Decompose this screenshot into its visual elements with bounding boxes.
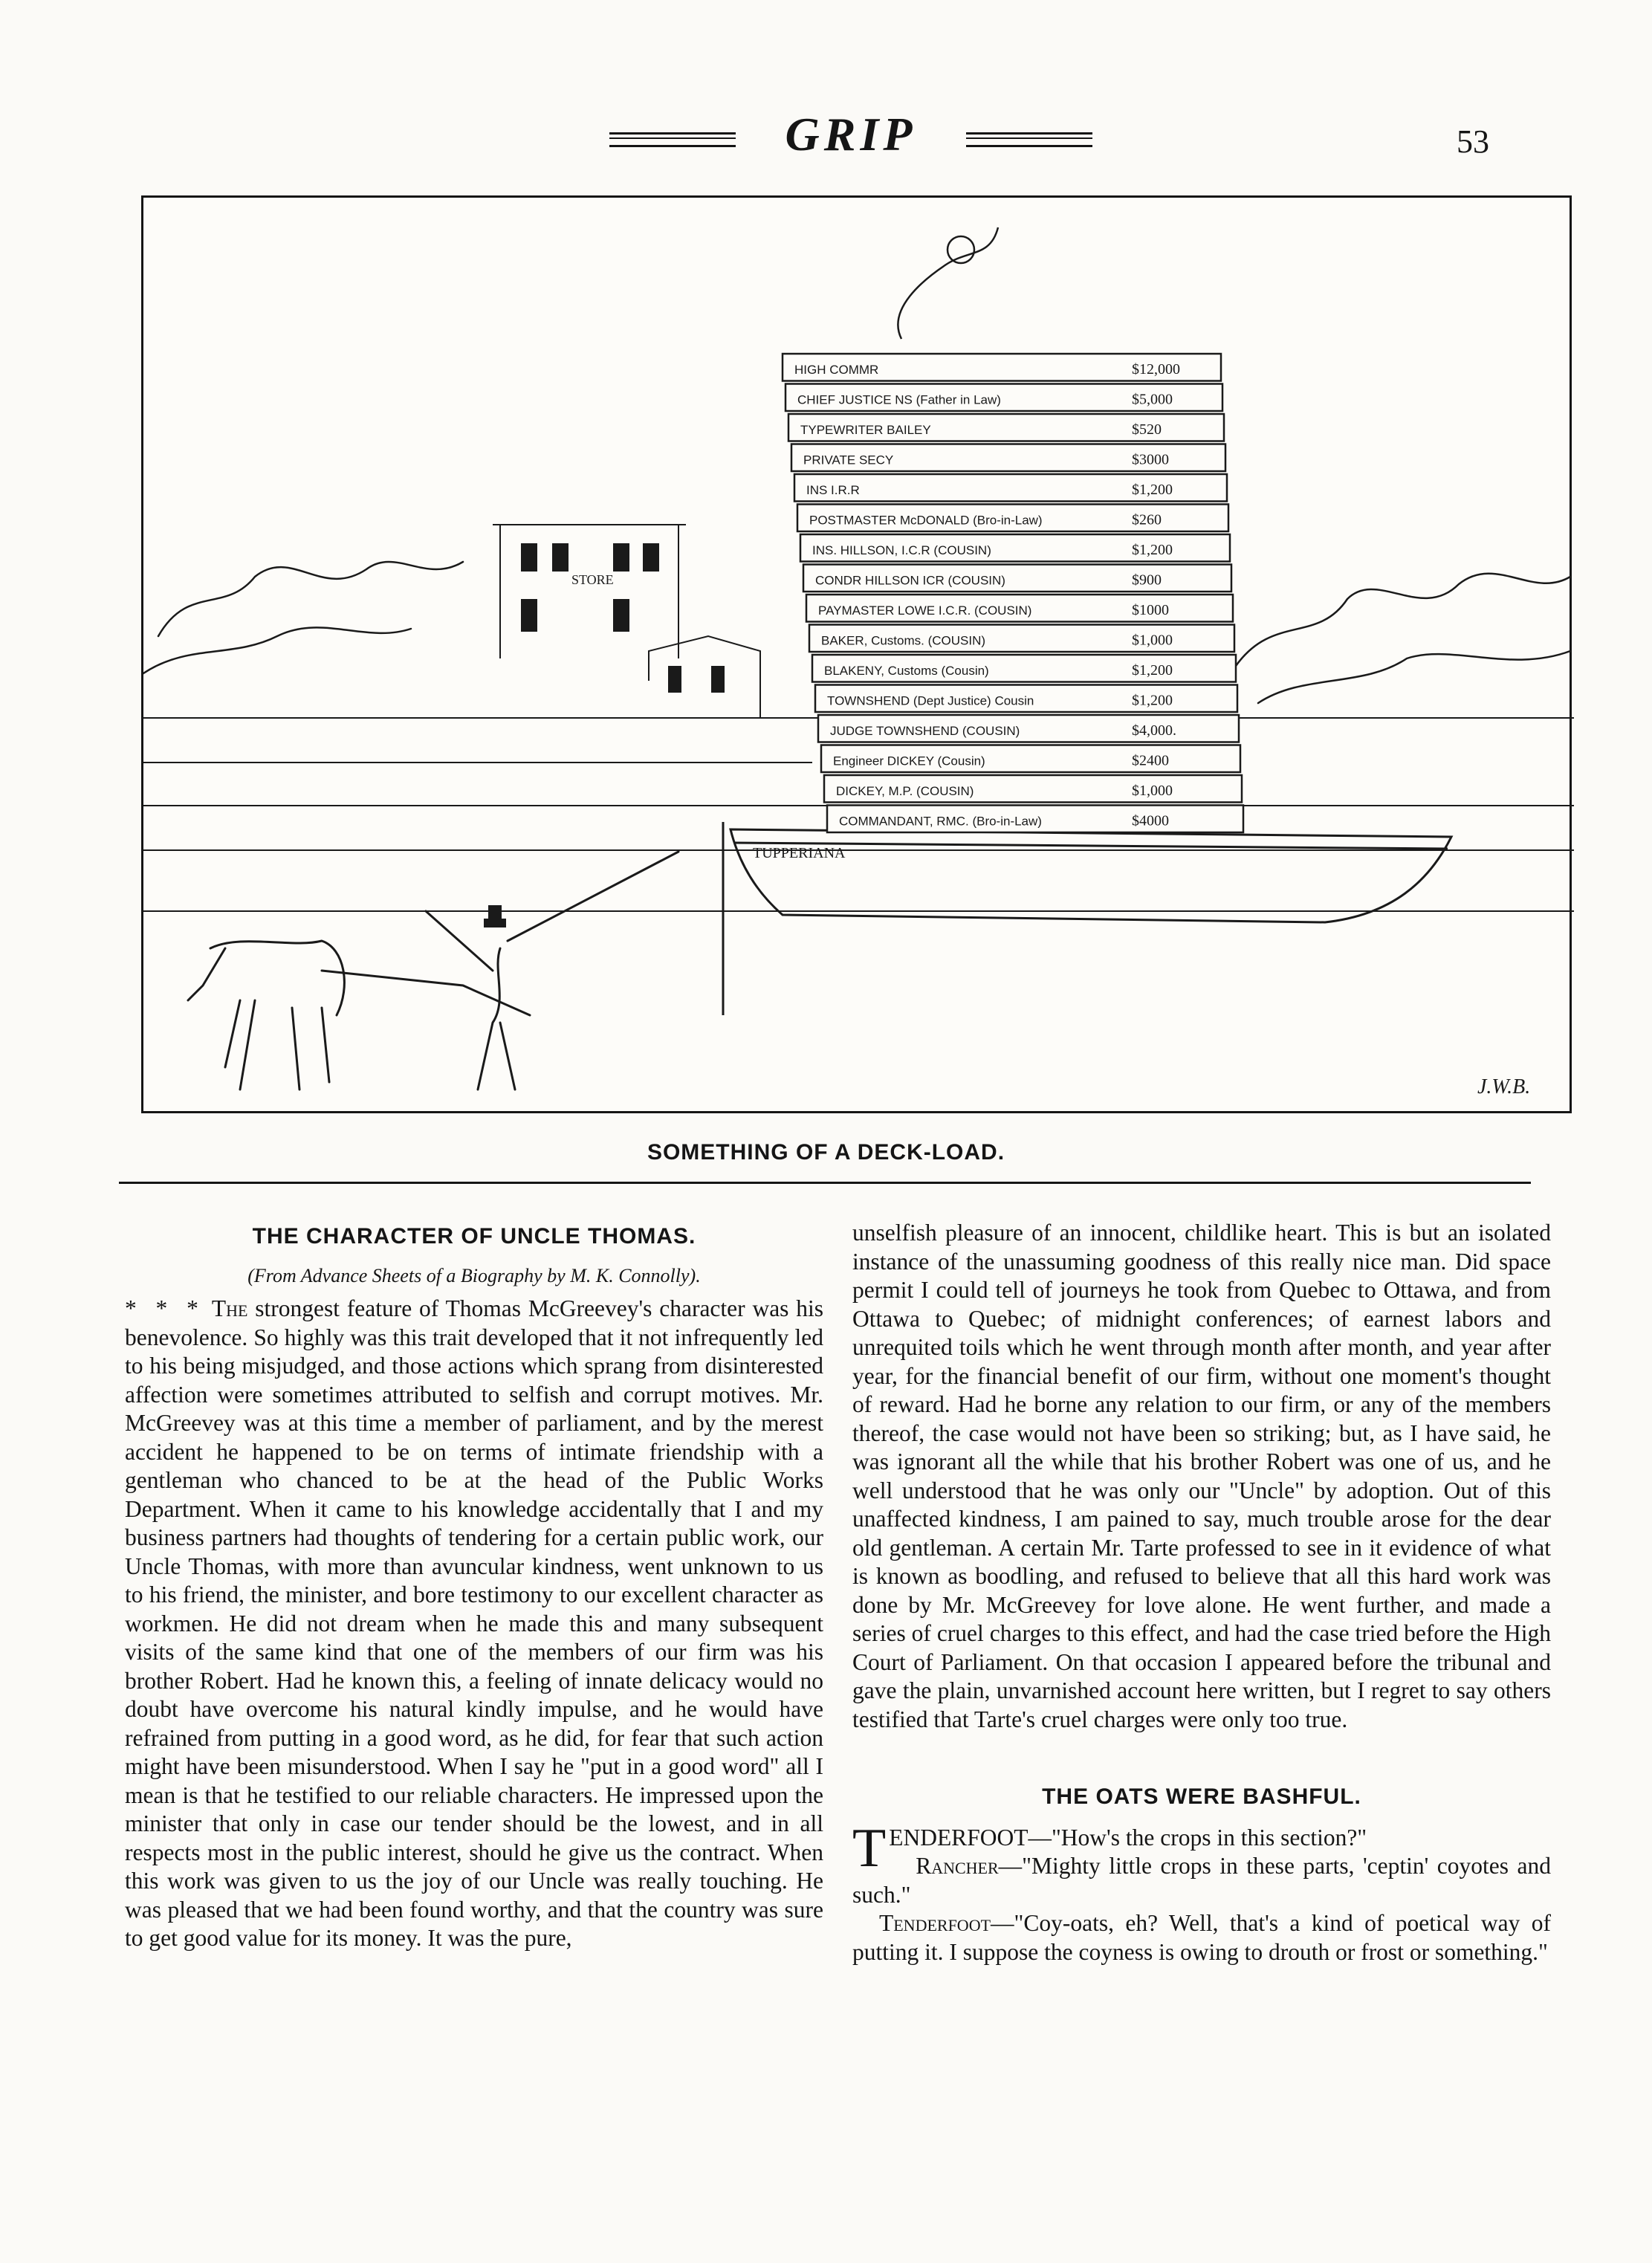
ledger-amount: $4000 bbox=[1132, 812, 1169, 829]
boat-name: TUPPERIANA bbox=[753, 845, 846, 861]
article-byline: (From Advance Sheets of a Biography by M. K. Connolly). bbox=[247, 1264, 701, 1286]
page-number: 53 bbox=[1457, 123, 1489, 160]
line-text: —"Mighty little crops in these parts, 'ceptin' coyotes and such." bbox=[852, 1853, 1551, 1908]
line-text: —"How's the crops in this section?" bbox=[1028, 1824, 1367, 1851]
masthead-title: GRIP bbox=[785, 108, 917, 161]
ledger-label: JUDGE TOWNSHEND (COUSIN) bbox=[830, 724, 1020, 738]
article-right-column bbox=[852, 1219, 1551, 1966]
ledger-amount: $1,200 bbox=[1132, 482, 1173, 498]
ledger-label: DICKEY, M.P. (COUSIN) bbox=[836, 784, 974, 798]
ledger-amount: $1,200 bbox=[1132, 662, 1173, 679]
ledger-label: POSTMASTER McDONALD (Bro-in-Law) bbox=[809, 513, 1043, 528]
ledger-amount: $5,000 bbox=[1132, 391, 1173, 408]
ledger-amount: $900 bbox=[1132, 572, 1162, 589]
article-text-right: unselfish pleasure of an innocent, childlike heart. This is but an isolated instance of the unassuming goodness of this really nice man. Did space permit I could tell of journeys he took from Quebec to Ottawa, and from Ottawa to Quebec; of midnight conferences; of earnest labors and unrequited toils which he went through month after month, and year after year, for the financial benefit of our firm, without one moment's thought of reward. Had he borne any relation to our firm, or any of the members thereof, the case would not have been so striking; but, as I have said, he was ignorant all the while that his brother Robert was one of us, and he well understood that he was only our "Uncle" by adoption. Out of this unaffected kindness, I am pained to say, much trouble arose for the dear old gentleman. A certain Mr. Tarte professed to see in it evidence of what is known as boodling, and refused to believe that all this hard work was done by Mr. McGreevey for love alone. He went further, and made a series of cruel charges to this effect, and had the case tried before the High Court of Parliament. On that occasion I appeared before the tribunal and gave the plain, unvarnished account here written, but I regret to say others testified that Tarte's cruel charges were only too true. bbox=[852, 1220, 1551, 1732]
ledger-amount: $12,000 bbox=[1132, 361, 1180, 378]
deck-load-ledger bbox=[783, 354, 1243, 832]
ledger-amount: $3000 bbox=[1132, 451, 1169, 468]
speaker-tenderfoot: Tenderfoot bbox=[879, 1910, 991, 1936]
ledger-amount: $260 bbox=[1132, 511, 1162, 528]
cartoon-caption: SOMETHING OF A DECK-LOAD. bbox=[647, 1140, 1005, 1165]
joke-line-2 bbox=[852, 1852, 1551, 1909]
masthead-rule-right bbox=[966, 132, 1092, 147]
line-text: —"Coy-oats, eh? Well, that's a kind of poetical way of putting it. I suppose the coyness is owing to drouth or frost or something." bbox=[852, 1910, 1551, 1965]
article-title: THE CHARACTER OF UNCLE THOMAS. bbox=[252, 1224, 696, 1249]
ledger-amount: $1,200 bbox=[1132, 542, 1173, 558]
ledger-amount: $2400 bbox=[1132, 752, 1169, 769]
article-left-column bbox=[125, 1223, 823, 1953]
ledger-label: PRIVATE SECY bbox=[803, 453, 894, 467]
drop-cap: T bbox=[852, 1817, 887, 1879]
section-stars: * * * bbox=[125, 1295, 204, 1321]
cartoon-illustration bbox=[141, 195, 1572, 1113]
ledger-label: INS I.R.R bbox=[806, 483, 860, 497]
ledger-label: BAKER, Customs. (COUSIN) bbox=[821, 633, 986, 648]
ledger-label: CHIEF JUSTICE NS (Father in Law) bbox=[797, 392, 1001, 407]
ledger-label: COMMANDANT, RMC. (Bro-in-Law) bbox=[839, 814, 1042, 829]
masthead-rule-left bbox=[609, 132, 736, 147]
ledger-label: TYPEWRITER BAILEY bbox=[800, 423, 931, 437]
cartoon-drawing bbox=[143, 198, 1574, 1116]
ledger-label: PAYMASTER LOWE I.C.R. (COUSIN) bbox=[818, 603, 1032, 618]
ledger-amount: $1,200 bbox=[1132, 692, 1173, 709]
joke-line-3 bbox=[852, 1909, 1551, 1966]
ledger-label: BLAKENY, Customs (Cousin) bbox=[824, 664, 989, 678]
ledger-label: INS. HILLSON, I.C.R (COUSIN) bbox=[812, 543, 991, 557]
ledger-label: Engineer DICKEY (Cousin) bbox=[833, 754, 985, 768]
speaker-rancher: Rancher bbox=[916, 1853, 999, 1879]
masthead bbox=[609, 108, 1092, 171]
ledger-amount: $520 bbox=[1132, 421, 1162, 438]
section-divider bbox=[119, 1182, 1531, 1184]
article-text-left: strongest feature of Thomas McGreevey's character was his benevolence. So highly was this trait developed that it not infrequently led to his being misjudged, and those actions which sprang from disinterested affection were sometimes attributed to selfish and corrupt motives. Mr. McGreevey was at this time a member of parliament, and by the merest accident he happened to be on terms of intimate friendship with a gentleman who chanced to be at the head of the Public Works Department. When it came to his knowledge accidentally that I and my business partners had thoughts of tendering for a certain public work, our Uncle Thomas, with more than avuncular kindness, went unknown to us to his friend, the minister, and bore testimony to our excellent character as workmen. He did not dream when he made this and many subsequent visits of the same kind that one of the members of our firm was his brother Robert. Had he known this, a feeling of innate delicacy would no doubt have overcome his natural kindly impulse, and he would have refrained from putting in a good word, as he did, for fear that such action might have been misunderstood. When I say he "put in a good word" all I mean is that he testified to our reliable characters. He impressed upon the minister that only in case our tender should be the lowest, and in all respects most in the public interest, should he give us the contract. When this work was given to us the joy of our Uncle was really touching. He was pleased that we had been found worthy, and that the country was sure to get good value for its money. It was the pure, bbox=[125, 1295, 824, 1951]
ledger-amount: $1,000 bbox=[1132, 632, 1173, 649]
article-paragraph bbox=[125, 1295, 823, 1953]
ledger-amount: $1000 bbox=[1132, 602, 1169, 618]
store-sign: STORE bbox=[571, 572, 614, 587]
ledger-label: TOWNSHEND (Dept Justice) Cousin bbox=[827, 693, 1034, 708]
artist-signature: J.W.B. bbox=[1477, 1075, 1531, 1098]
article-lead: The bbox=[211, 1295, 248, 1321]
ledger-amount: $1,000 bbox=[1132, 783, 1173, 799]
ledger-label: CONDR HILLSON ICR (COUSIN) bbox=[815, 573, 1005, 588]
speaker-tenderfoot: ENDERFOOT bbox=[889, 1824, 1029, 1851]
joke-title: THE OATS WERE BASHFUL. bbox=[1042, 1784, 1361, 1809]
ledger-label: HIGH COMMR bbox=[794, 363, 879, 377]
ledger-amount: $4,000. bbox=[1132, 722, 1176, 739]
